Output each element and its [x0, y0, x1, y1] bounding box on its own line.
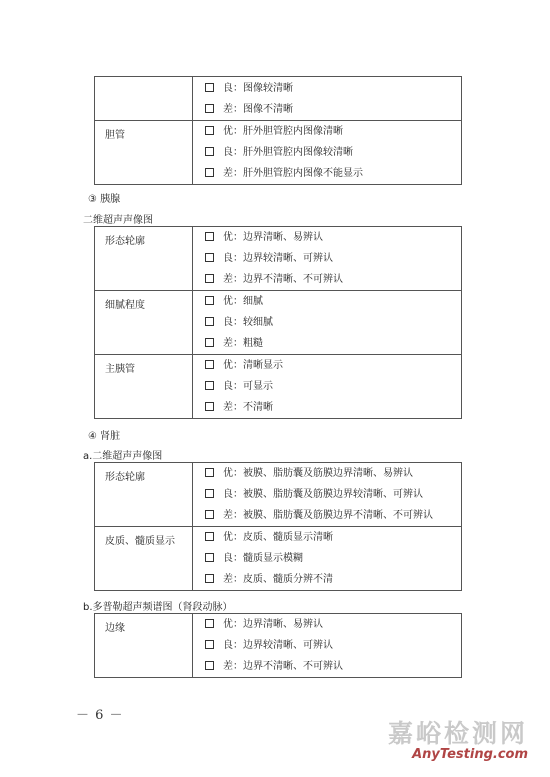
checkbox[interactable]: [205, 619, 214, 628]
option-text: 差：肝外胆管腔内图像不能显示: [223, 168, 363, 179]
options-cell: [193, 227, 462, 291]
option-excellent[interactable]: [205, 291, 461, 312]
row-label-cell: [95, 291, 193, 355]
checkbox[interactable]: [205, 510, 214, 519]
option-good[interactable]: [205, 376, 461, 397]
option-text: 良：肝外胆管腔内图像较清晰: [223, 147, 353, 158]
watermark: [388, 720, 528, 762]
option-poor[interactable]: [205, 163, 461, 184]
option-excellent[interactable]: [205, 121, 461, 142]
section-heading-kidney: ④ 肾脏: [88, 431, 121, 442]
subheading-2d-ultrasound: a.二维超声声像图: [83, 451, 163, 462]
option-text: 优：被膜、脂肪囊及筋膜边界清晰、易辨认: [223, 468, 413, 479]
option-text: 良：髓质显示模糊: [223, 553, 303, 564]
options-cell: [193, 527, 462, 591]
row-label: 边缘: [105, 623, 125, 634]
option-poor[interactable]: [205, 333, 461, 354]
page-number: － 6 －: [76, 708, 124, 723]
options-cell: [193, 121, 462, 185]
options-cell: [193, 355, 462, 419]
watermark-cn: 嘉峪检测网: [387, 719, 528, 748]
option-excellent[interactable]: [205, 355, 461, 376]
option-text: 良：被膜、脂肪囊及筋膜边界较清晰、可辨认: [223, 489, 423, 500]
option-text: 优：皮质、髓质显示清晰: [223, 532, 333, 543]
checkbox[interactable]: [205, 317, 214, 326]
row-label-cell: [95, 77, 193, 121]
checkbox[interactable]: [205, 104, 214, 113]
option-text: 优：边界清晰、易辨认: [223, 619, 323, 630]
option-good[interactable]: [205, 635, 461, 656]
kidney-2d-table: [94, 462, 462, 591]
option-text: 良：边界较清晰、可辨认: [223, 253, 333, 264]
checkbox[interactable]: [205, 402, 214, 411]
checkbox[interactable]: [205, 553, 214, 562]
checkbox[interactable]: [205, 126, 214, 135]
option-text: 差：边界不清晰、不可辨认: [223, 661, 343, 672]
section-heading-pancreas: ③ 胰腺: [88, 194, 121, 205]
row-label: 皮质、髓质显示: [105, 536, 175, 547]
option-text: 良：较细腻: [223, 317, 273, 328]
option-good[interactable]: [205, 142, 461, 163]
row-label-cell: [95, 527, 193, 591]
option-excellent[interactable]: [205, 614, 461, 635]
option-good[interactable]: [205, 248, 461, 269]
option-text: 优：边界清晰、易辨认: [223, 232, 323, 243]
option-text: 差：粗糙: [223, 338, 263, 349]
option-poor[interactable]: [205, 397, 461, 418]
option-poor[interactable]: [205, 505, 461, 526]
option-good[interactable]: [205, 78, 461, 99]
pancreas-table: [94, 226, 462, 419]
option-excellent[interactable]: [205, 527, 461, 548]
checkbox[interactable]: [205, 574, 214, 583]
checkbox[interactable]: [205, 168, 214, 177]
checkbox[interactable]: [205, 83, 214, 92]
option-poor[interactable]: [205, 569, 461, 590]
kidney-doppler-table: [94, 613, 462, 678]
option-text: 良：图像较清晰: [223, 83, 293, 94]
option-text: 差：图像不清晰: [223, 104, 293, 115]
option-text: 优：肝外胆管腔内图像清晰: [223, 126, 343, 137]
checkbox[interactable]: [205, 468, 214, 477]
row-label-cell: [95, 614, 193, 678]
checkbox[interactable]: [205, 640, 214, 649]
option-text: 优：清晰显示: [223, 360, 283, 371]
checkbox[interactable]: [205, 274, 214, 283]
subheading-doppler: b.多普勒超声频谱图（肾段动脉）: [83, 602, 233, 613]
row-label: 主胰管: [105, 364, 135, 375]
options-cell: [193, 291, 462, 355]
options-cell: [193, 614, 462, 678]
subheading-2d-ultrasound: 二维超声声像图: [83, 215, 153, 226]
checkbox[interactable]: [205, 338, 214, 347]
option-good[interactable]: [205, 548, 461, 569]
option-poor[interactable]: [205, 269, 461, 290]
option-good[interactable]: [205, 484, 461, 505]
checkbox[interactable]: [205, 661, 214, 670]
row-label: 细腻程度: [105, 300, 145, 311]
row-label-cell: [95, 355, 193, 419]
option-poor[interactable]: [205, 99, 461, 120]
option-excellent[interactable]: [205, 227, 461, 248]
option-text: 差：皮质、髓质分辨不清: [223, 574, 333, 585]
option-text: 良：可显示: [223, 381, 273, 392]
checkbox[interactable]: [205, 489, 214, 498]
row-label: 胆管: [105, 130, 125, 141]
checkbox[interactable]: [205, 532, 214, 541]
watermark-en: AnyTesting.com: [412, 747, 528, 762]
option-text: 优：细腻: [223, 296, 263, 307]
row-label: 形态轮廓: [105, 472, 145, 483]
liver-biliary-table: [94, 76, 462, 185]
row-label-cell: [95, 463, 193, 527]
options-cell: [193, 463, 462, 527]
option-poor[interactable]: [205, 656, 461, 677]
row-label: 形态轮廓: [105, 236, 145, 247]
option-text: 良：边界较清晰、可辨认: [223, 640, 333, 651]
checkbox[interactable]: [205, 296, 214, 305]
checkbox[interactable]: [205, 147, 214, 156]
option-text: 差：边界不清晰、不可辨认: [223, 274, 343, 285]
options-cell: [193, 77, 462, 121]
option-good[interactable]: [205, 312, 461, 333]
checkbox[interactable]: [205, 232, 214, 241]
row-label-cell: [95, 227, 193, 291]
checkbox[interactable]: [205, 360, 214, 369]
option-text: 差：不清晰: [223, 402, 273, 413]
checkbox[interactable]: [205, 381, 214, 390]
row-label-cell: [95, 121, 193, 185]
option-text: 差：被膜、脂肪囊及筋膜边界不清晰、不可辨认: [223, 510, 433, 521]
checkbox[interactable]: [205, 253, 214, 262]
option-excellent[interactable]: [205, 463, 461, 484]
